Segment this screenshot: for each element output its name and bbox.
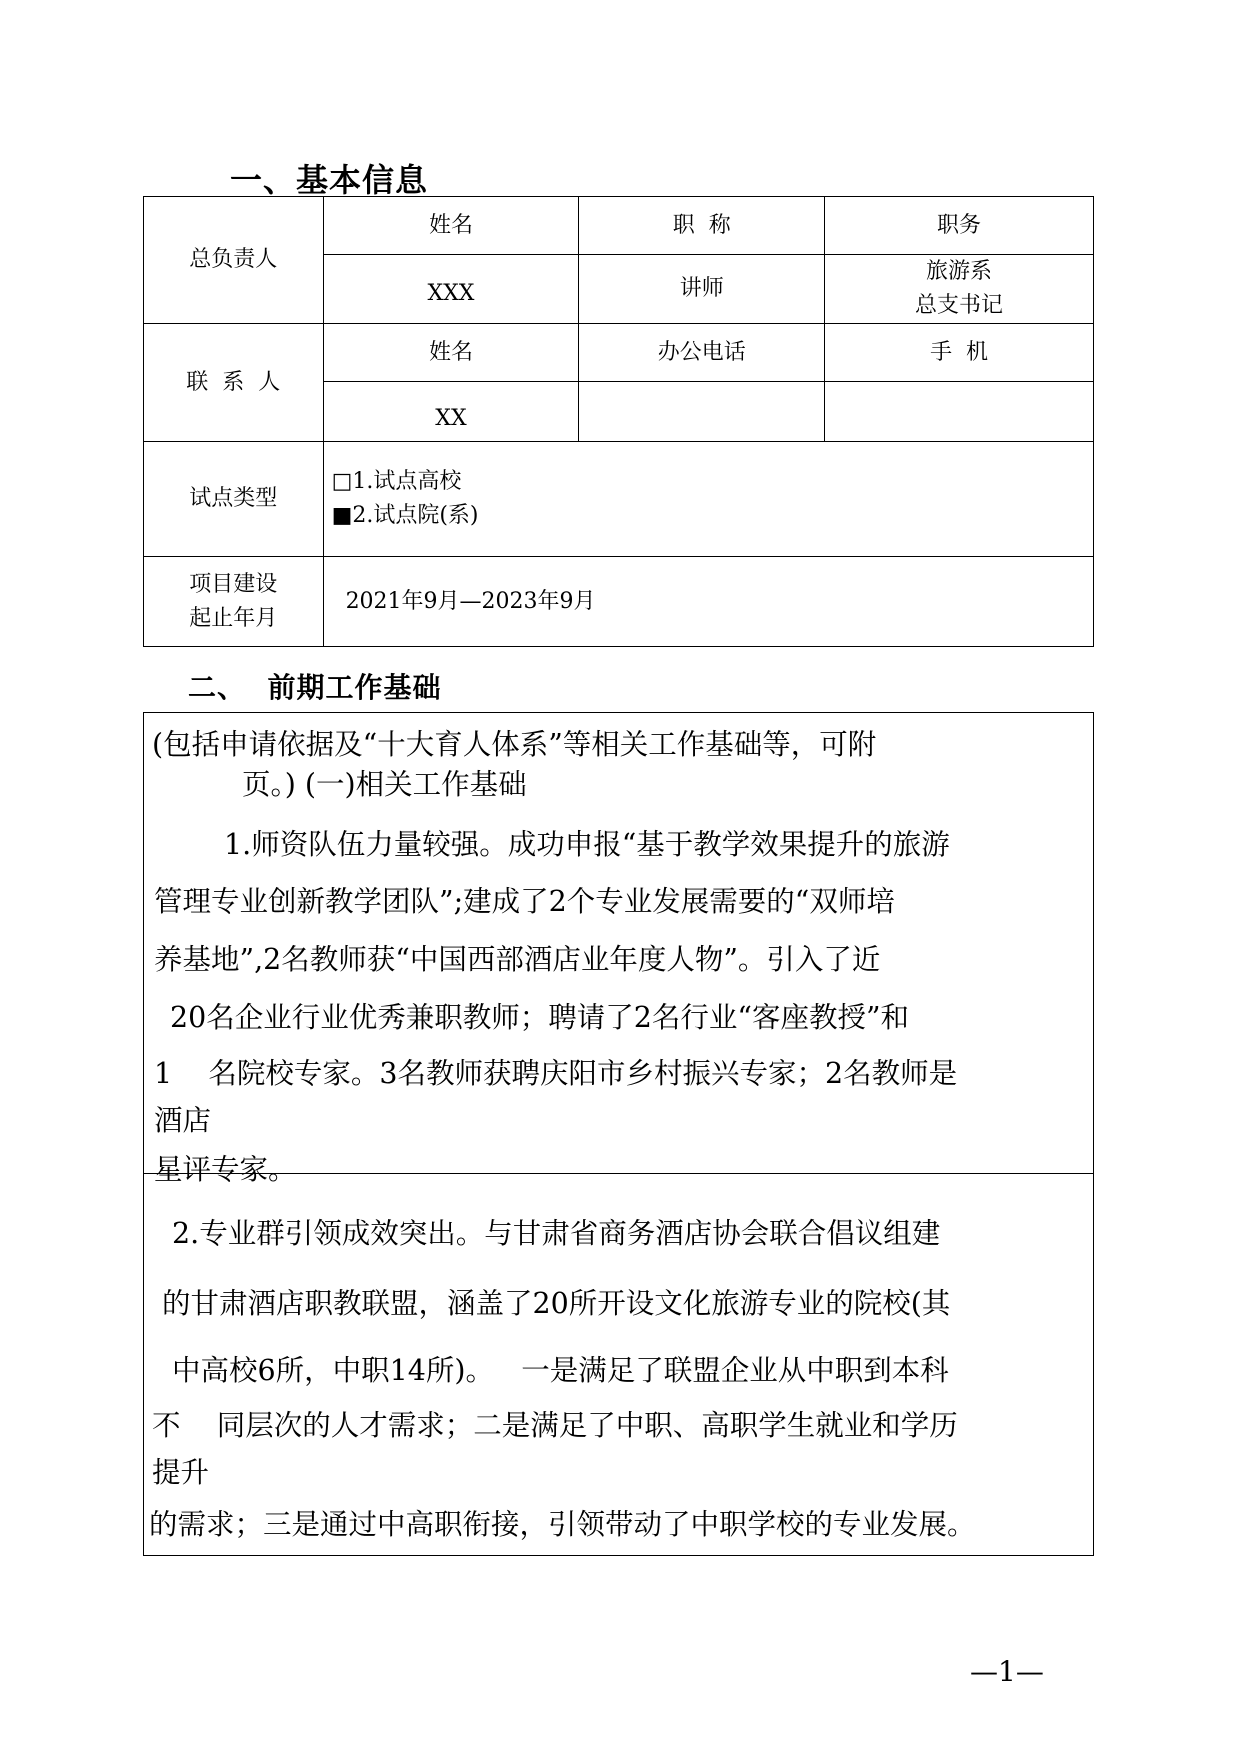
body-line: 20名企业行业优秀兼职教师；聘请了2名行业“客座教授”和 xyxy=(170,1001,910,1034)
contact-header-name: 姓名 xyxy=(323,324,579,382)
body-line: 中高校6所，中职14所)。 一是满足了联盟企业从中职到本科 xyxy=(172,1354,949,1387)
leader-header-position: 职务 xyxy=(825,197,1094,255)
contact-header-mobile: 手 机 xyxy=(825,324,1094,382)
prior-work-box xyxy=(143,712,1094,1186)
body-line: 管理专业创新教学团队”;建成了2个专业发展需要的“双师培 xyxy=(154,885,895,918)
contact-header-office-phone: 办公电话 xyxy=(579,324,825,382)
basic-info-table xyxy=(143,196,1094,647)
period-label-line2: 起止年月 xyxy=(189,605,278,631)
leader-position-line1: 旅游系 xyxy=(926,259,993,284)
page-number: —1— xyxy=(970,1655,1044,1688)
body-line: 1.师资队伍力量较强。成功申报“基于教学效果提升的旅游 xyxy=(224,828,950,861)
period-value: 2021年9月—2023年9月 xyxy=(323,557,1093,647)
body-line: 星评专家。 xyxy=(154,1153,297,1186)
section-heading-basic-info: 一、基本信息 xyxy=(230,161,429,199)
body-line: 养基地”,2名教师获“中国西部酒店业年度人物”。引入了近 xyxy=(154,943,881,976)
section-heading-prior-work: 二、 前期工作基础 xyxy=(188,671,442,704)
pilot-type-label: 试点类型 xyxy=(144,442,324,557)
pilot-option-department: ■2.试点院(系) xyxy=(331,503,479,528)
body-line: 的需求；三是通过中高职衔接，引领带动了中职学校的专业发展。 xyxy=(149,1508,976,1541)
leader-label: 总负责人 xyxy=(144,197,324,324)
contact-name-value: XX xyxy=(323,382,579,442)
prior-work-box-lower xyxy=(143,1172,1094,1556)
pilot-option-university: □1.试点高校 xyxy=(331,469,462,494)
body-line: 2.专业群引领成效突出。与甘肃省商务酒店协会联合倡议组建 xyxy=(172,1217,941,1250)
contact-mobile-value xyxy=(825,382,1094,442)
leader-name-value: XXX xyxy=(323,255,579,324)
body-line: 酒店 xyxy=(154,1104,212,1137)
body-line: 页。) (一)相关工作基础 xyxy=(242,768,527,801)
pilot-type-options xyxy=(323,442,1093,557)
contact-office-phone-value xyxy=(579,382,825,442)
body-line: 提升 xyxy=(152,1456,210,1489)
leader-header-title: 职 称 xyxy=(579,197,825,255)
period-label-line1: 项目建设 xyxy=(189,571,278,597)
leader-position-value xyxy=(825,255,1094,324)
body-line: (包括申请依据及“十大育人体系”等相关工作基础等，可附 xyxy=(152,728,877,761)
body-line: 不 同层次的人才需求；二是满足了中职、高职学生就业和学历 xyxy=(152,1409,958,1442)
contact-label: 联 系 人 xyxy=(144,324,324,442)
leader-position-line2: 总支书记 xyxy=(915,293,1004,318)
body-line: 的甘肃酒店职教联盟，涵盖了20所开设文化旅游专业的院校(其 xyxy=(162,1287,951,1320)
period-label xyxy=(144,557,324,647)
leader-header-name: 姓名 xyxy=(323,197,579,255)
body-line: 1 名院校专家。3名教师获聘庆阳市乡村振兴专家；2名教师是 xyxy=(154,1057,958,1090)
leader-title-value: 讲师 xyxy=(579,255,825,324)
